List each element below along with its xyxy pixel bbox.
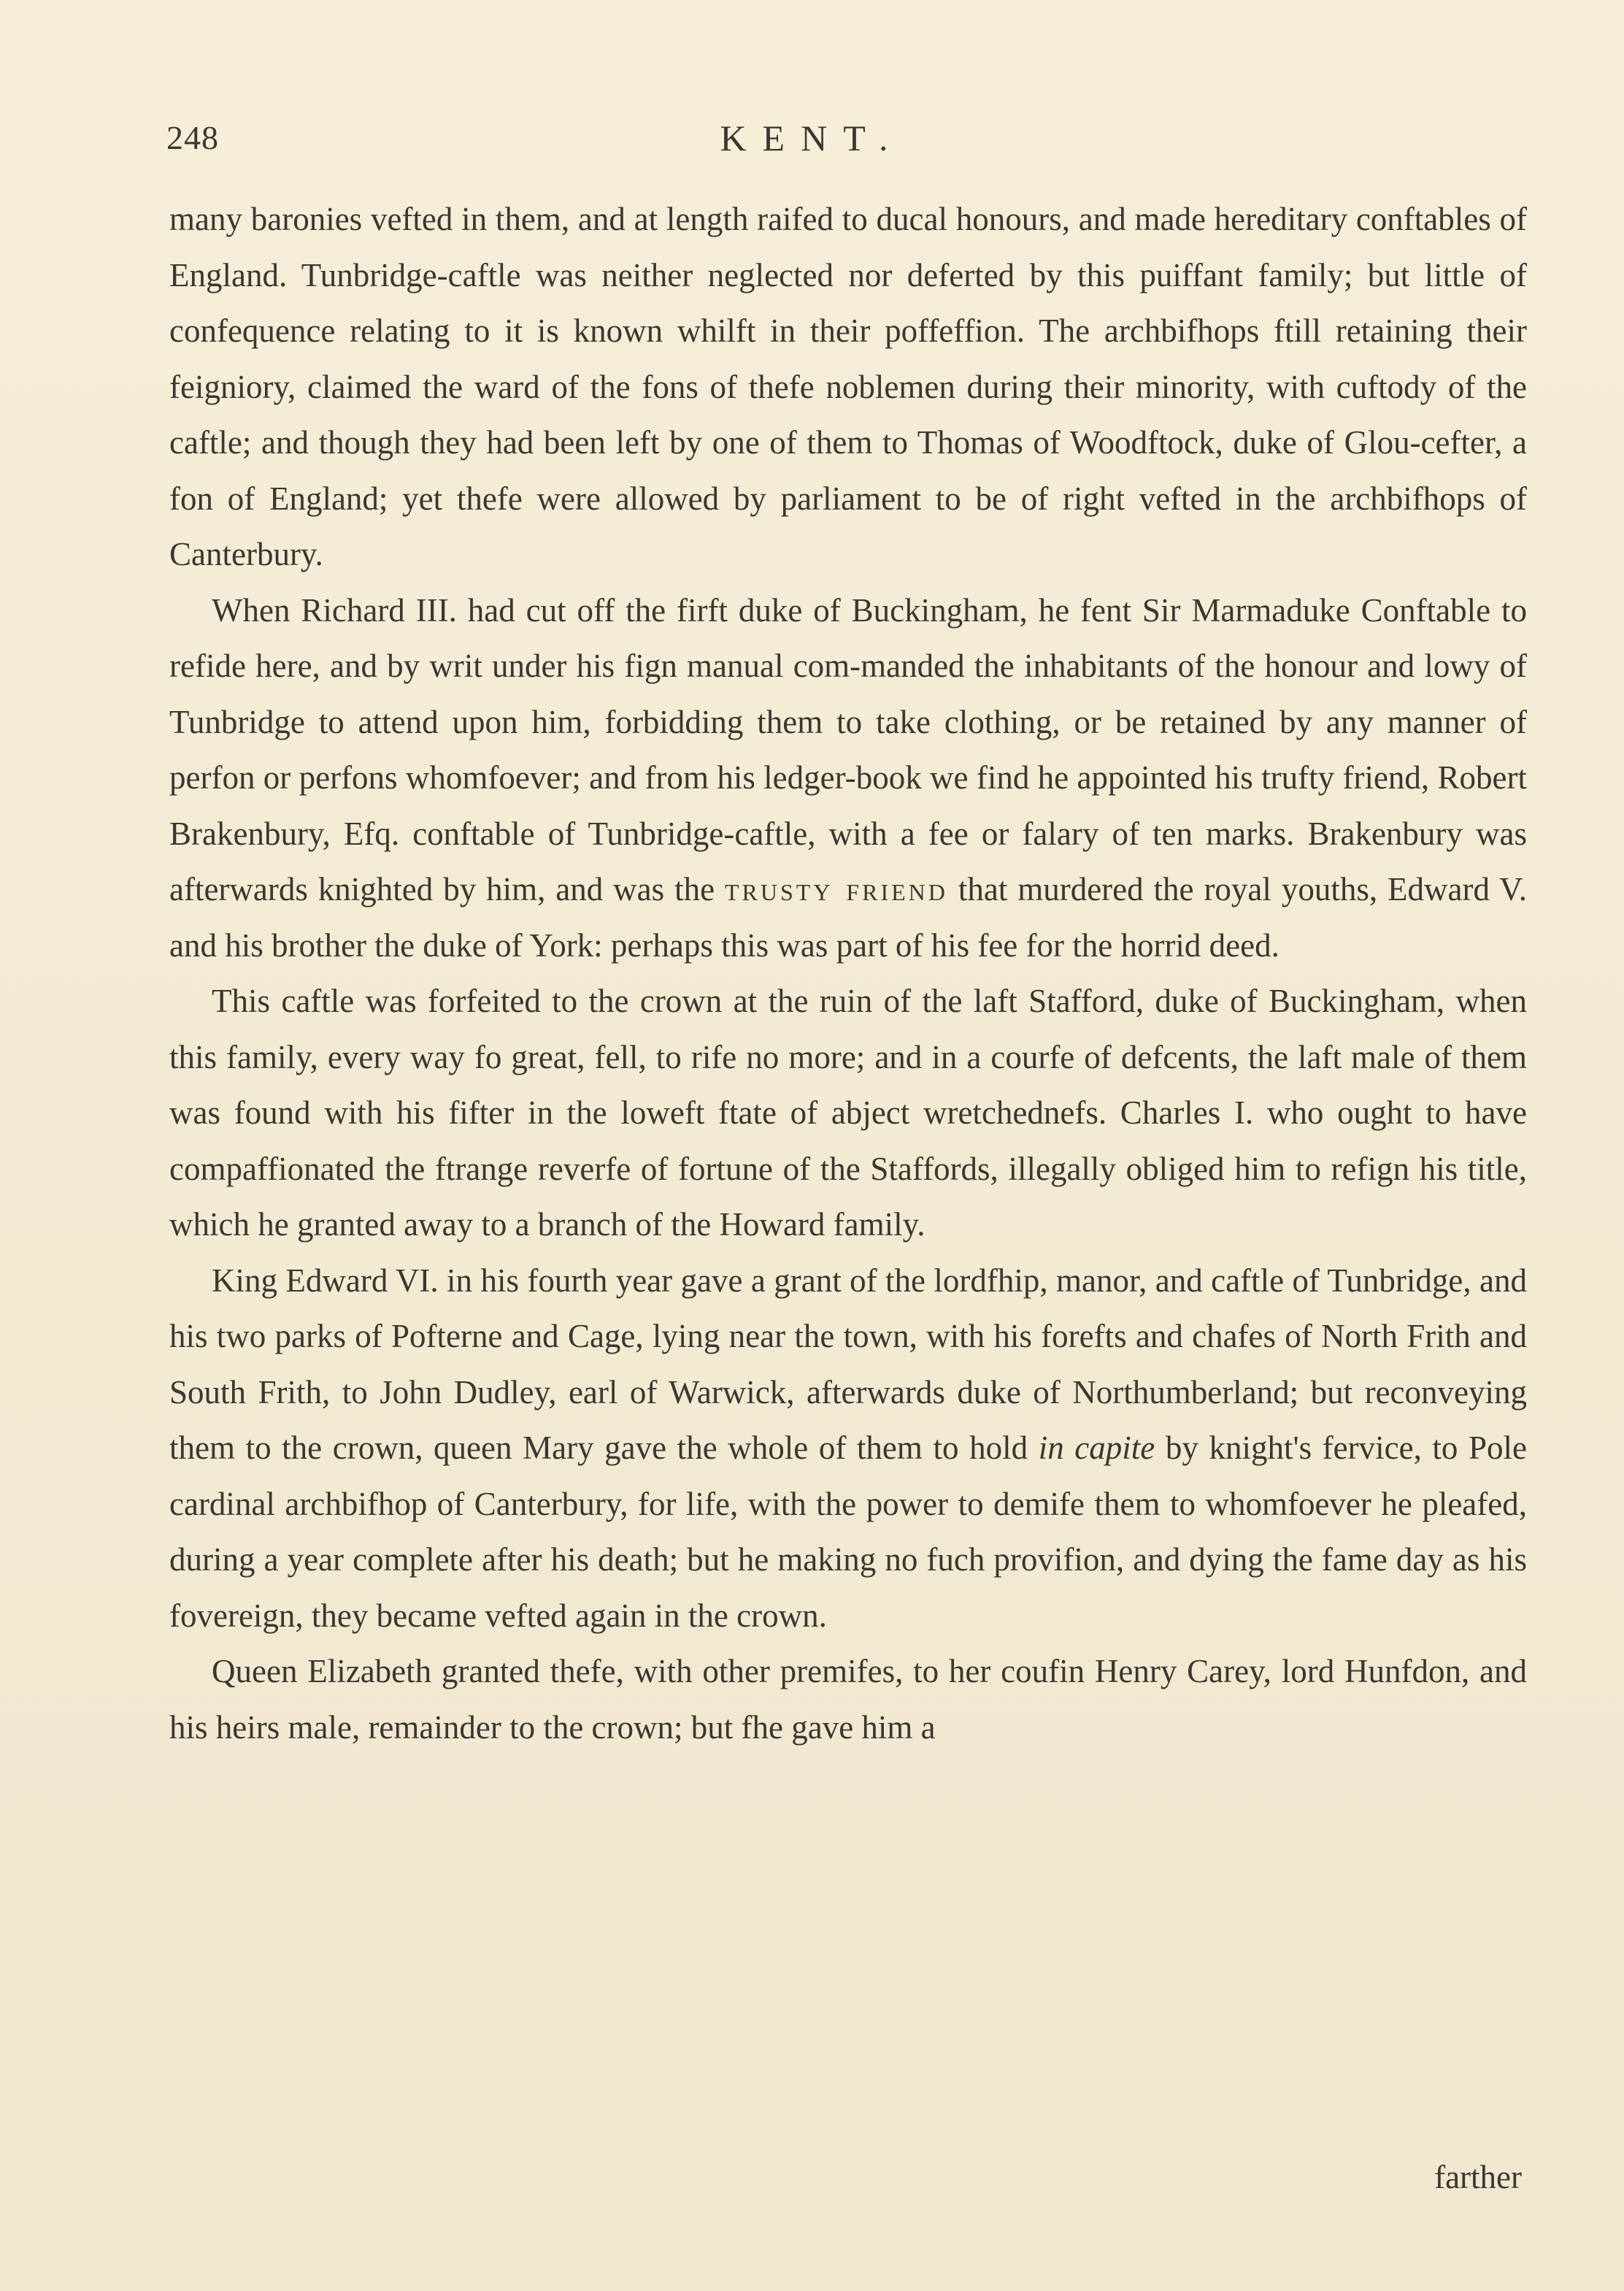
paragraph-2-text: When Richard III. had cut off the firft duke of Buckingham, he fent Sir Marmaduke Conftable to refide here, and by writ under his fign manual com-manded the inhabitants of the honour and lowy of Tunbridge to attend upon him, forbidding them to take clothing, or be retained by any manner of perfon or perfons whomfoever; and from his ledger-book we find he appointed his trufty friend, Robert Brakenbury, Efq. conftable of Tunbridge-caftle, with a fee or falary of ten marks. Brakenbury was afterwards knighted by him, and was the: [169, 591, 1527, 907]
paragraph-2-continuation: that murdered the royal youths, Edward V. and his brother the duke of York: perhaps this was part of his fee for the horrid deed.: [169, 871, 1527, 964]
small-caps-phrase: trusty friend: [724, 871, 948, 907]
paragraph-5: Queen Elizabeth granted thefe, with other premifes, to her coufin Henry Carey, lord Hunfdon, and his heirs male, remainder to the crown; but fhe gave him a: [169, 1653, 1527, 1746]
italic-phrase: in capite: [1038, 1430, 1155, 1466]
body-text: [169, 191, 1527, 1755]
paragraph-4: [169, 1253, 1527, 1644]
running-title: KENT.: [720, 118, 904, 158]
catchword: farther: [1434, 2159, 1522, 2195]
paragraph-3: This caftle was forfeited to the crown at the ruin of the laft Stafford, duke of Buckingham, when this family, every way fo great, fell, to rife no more; and in a courfe of defcents, the laft male of them was found with his fifter in the loweft ftate of abject wretchednefs. Charles I. who ought to have compaffionated the ftrange reverfe of fortune of the Staffords, illegally obliged him to refign his title, which he granted away to a branch of the Howard family.: [169, 983, 1527, 1243]
paragraph-1: many baronies vefted in them, and at length raifed to ducal honours, and made hereditary conftables of England. Tunbridge-caftle was neither neglected nor deferted by this puiffant family; but little of confequence relating to it is known whilft in their poffeffion. The archbifhops ftill retaining their feigniory, claimed the ward of the fons of thefe noblemen during their minority, with cuftody of the caftle; and though they had been left by one of them to Thomas of Woodftock, duke of Glou-cefter, a fon of England; yet thefe were allowed by parliament to be of right vefted in the archbifhops of Canterbury.: [169, 201, 1527, 572]
paragraph-2: [169, 583, 1527, 974]
page-number: 248: [166, 119, 219, 156]
paragraph-4-continuation: by knight's fervice, to Pole cardinal archbifhop of Canterbury, for life, with the power to demife them to whomfoever he pleafed, during a year complete after his death; but he making no fuch provifion, and dying the fame day as his fovereign, they became vefted again in the crown.: [169, 1430, 1528, 1634]
paragraph-4-text: King Edward VI. in his fourth year gave a grant of the lordfhip, manor, and caftle of Tunbridge, and his two parks of Pofterne and Cage, lying near the town, with his forefts and chafes of North Frith and South Frith, to John Dudley, earl of Warwick, afterwards duke of Northumberland; but reconveying them to the crown, queen Mary gave the whole of them to hold: [169, 1262, 1527, 1466]
